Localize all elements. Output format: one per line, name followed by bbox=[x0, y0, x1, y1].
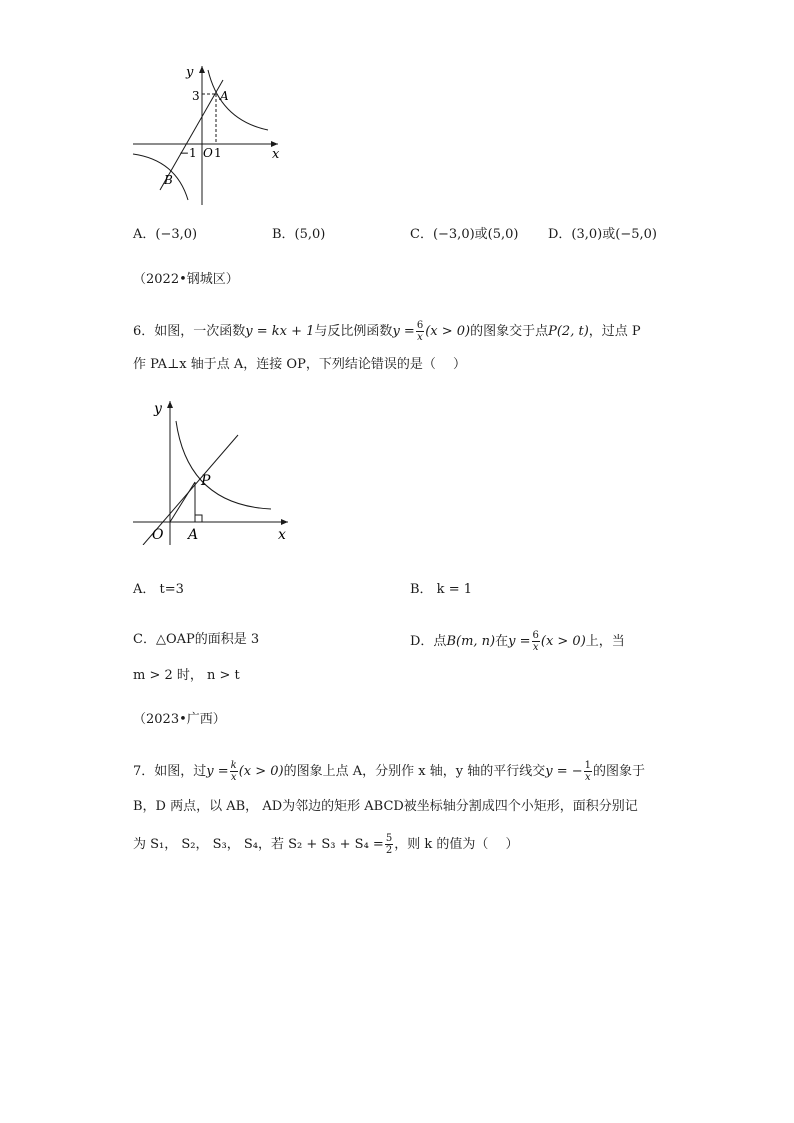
q6-stem-text-h: ，过点 P bbox=[588, 324, 641, 339]
q6-opt-d-c: 在 bbox=[495, 634, 509, 649]
q7-frac-num: k bbox=[230, 760, 237, 771]
figure-p-oap bbox=[128, 395, 298, 545]
q7-text-d: 的图象上点 A，分别作 x 轴，y 轴的平行线交 bbox=[283, 764, 546, 779]
q6-option-a: A． t=3 bbox=[133, 582, 184, 597]
q5-option-a: A．(−3,0) bbox=[133, 227, 198, 242]
q6-frac-num: 6 bbox=[416, 320, 424, 331]
q6-linear-fn: y = kx + 1 bbox=[245, 324, 315, 339]
q7-fn: y = bbox=[206, 764, 229, 779]
q7-line3-b: ，则 k 的值为（ ） bbox=[394, 837, 519, 852]
label-x: x bbox=[272, 147, 280, 162]
q7-line3-frac-den: 2 bbox=[385, 845, 393, 856]
q6-opt-d-point: B(m, n) bbox=[446, 634, 496, 649]
right-angle-mark bbox=[195, 515, 202, 522]
hyperbola-branch-q3 bbox=[133, 154, 188, 200]
q7-stem-line3 bbox=[133, 833, 518, 856]
q6-option-d bbox=[410, 630, 625, 653]
q7-domain: (x > 0) bbox=[238, 764, 284, 779]
q6-opt-d-domain: (x > 0) bbox=[540, 634, 586, 649]
label-origin: O bbox=[152, 527, 164, 543]
q7-line3-a: 为 S₁， S₂， S₃， S₄，若 S₂ + S₃ + S₄ = bbox=[133, 837, 384, 852]
q6-domain: (x > 0) bbox=[425, 324, 471, 339]
q6-stem-text-f: 的图象交于点 bbox=[470, 324, 549, 339]
q6-opt-d-fraction bbox=[532, 630, 540, 653]
label-a: A bbox=[220, 89, 229, 103]
q6-opt-d-a: D．点 bbox=[410, 634, 447, 649]
q7-fn2: y = − bbox=[545, 764, 583, 779]
q5-option-b: B．(5,0) bbox=[272, 227, 326, 242]
q7-source: （2023•广西） bbox=[133, 712, 226, 727]
q7-fraction bbox=[230, 760, 238, 783]
hyperbola-branch-q1 bbox=[208, 70, 268, 130]
q6-inverse-fn: y = bbox=[392, 324, 415, 339]
label-3: 3 bbox=[192, 89, 200, 103]
q7-line3-frac-num: 5 bbox=[385, 833, 393, 844]
label-y: y bbox=[186, 65, 194, 80]
label-b: B bbox=[164, 173, 173, 187]
label-y: y bbox=[154, 401, 162, 417]
y-axis-arrow bbox=[167, 401, 173, 408]
q6-stem-line1 bbox=[133, 320, 641, 343]
q6-option-c: C．△OAP的面积是 3 bbox=[133, 632, 260, 647]
q5-option-c: C．(−3,0)或(5,0) bbox=[410, 227, 519, 242]
label-origin: O bbox=[203, 146, 213, 160]
q6-point-p: P(2, t) bbox=[548, 324, 589, 339]
q6-opt-d-frac-num: 6 bbox=[532, 630, 539, 641]
segment-op bbox=[170, 482, 195, 522]
q6-stem-text-a: 6．如图，一次函数 bbox=[133, 324, 246, 339]
q6-opt-d-frac-den: x bbox=[532, 642, 539, 653]
hyperbola bbox=[176, 421, 271, 509]
q7-fraction2 bbox=[584, 760, 592, 783]
q6-option-d-line2: m > 2 时， n > t bbox=[133, 668, 240, 683]
q7-text-a: 7．如图，过 bbox=[133, 764, 207, 779]
q7-stem-line2: B，D 两点，以 AB， AD为邻边的矩形 ABCD被坐标轴分割成四个小矩形，面积分别记 bbox=[133, 799, 638, 814]
q7-frac2-den: x bbox=[584, 772, 591, 783]
q6-source: （2022•钢城区） bbox=[133, 272, 239, 287]
q6-stem-text-c: 与反比例函数 bbox=[314, 324, 393, 339]
q7-stem-line1 bbox=[133, 760, 645, 783]
q6-opt-d-fn: y = bbox=[508, 634, 531, 649]
q7-frac2-num: 1 bbox=[584, 760, 591, 771]
q6-opt-d-f: 上，当 bbox=[585, 634, 625, 649]
q7-frac-den: x bbox=[230, 772, 237, 783]
label-a: A bbox=[188, 527, 199, 543]
q6-stem-line2: 作 PA⊥x 轴于点 A，连接 OP，下列结论错误的是（ ） bbox=[133, 357, 466, 372]
label-1: 1 bbox=[214, 146, 222, 160]
label-neg1: −1 bbox=[179, 146, 197, 160]
q6-frac-den: x bbox=[417, 332, 423, 343]
label-p: P bbox=[201, 473, 211, 489]
x-axis-arrow bbox=[281, 519, 288, 525]
label-x: x bbox=[278, 527, 286, 543]
figure-line-hyperbola-ab bbox=[128, 60, 288, 210]
y-axis-arrow bbox=[199, 66, 205, 73]
q5-option-d: D．(3,0)或(−5,0) bbox=[548, 227, 657, 242]
q7-text-f: 的图象于 bbox=[593, 764, 646, 779]
q6-fraction bbox=[416, 320, 424, 343]
q6-option-b: B． k = 1 bbox=[410, 582, 472, 597]
q7-line3-fraction bbox=[385, 833, 393, 856]
